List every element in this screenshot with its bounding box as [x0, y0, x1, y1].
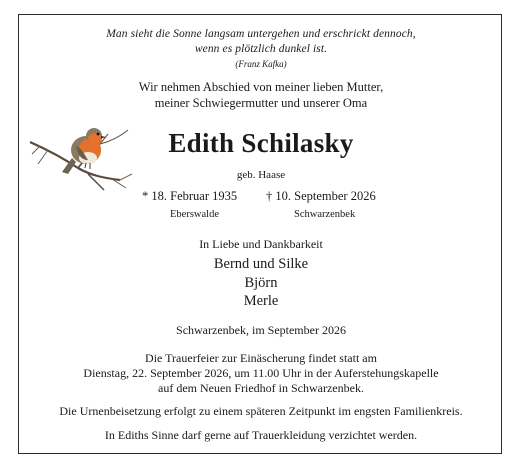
birth-date: * 18. Februar 1935: [142, 189, 238, 203]
dress-note: In Ediths Sinne darf gerne auf Trauerkleidung verzichtet werden.: [104, 428, 418, 442]
family-member: Merle: [243, 293, 279, 309]
birth-name: geb. Haase: [236, 169, 286, 181]
death-date: † 10. September 2026: [266, 189, 376, 203]
family-member: Björn: [244, 275, 278, 291]
quote-line-1: Man sieht die Sonne langsam untergehen und erschrickt dennoch,: [106, 28, 416, 40]
funeral-line-1: Die Trauerfeier zur Einäscherung findet statt am: [145, 351, 377, 365]
quote-line-2: wenn es plötzlich dunkel ist.: [194, 43, 328, 55]
intro-line-2: meiner Schwiegermutter und unserer Oma: [154, 96, 368, 110]
funeral-line-3: auf dem Neuen Friedhof in Schwarzenbek.: [158, 381, 364, 395]
intro-line-1: Wir nehmen Abschied von meiner lieben Mutter,: [138, 80, 384, 94]
death-place: Schwarzenbek: [294, 209, 356, 220]
birth-place: Eberswalde: [170, 209, 219, 220]
deceased-name: Edith Schilasky: [168, 128, 354, 158]
love-line: In Liebe und Dankbarkeit: [199, 237, 323, 251]
family-member: Bernd und Silke: [213, 256, 309, 272]
quote-author: (Franz Kafka): [235, 59, 287, 69]
place-date: Schwarzenbek, im September 2026: [176, 323, 346, 337]
funeral-line-2: Dienstag, 22. September 2026, um 11.00 Uhr in der Auferstehungskapelle: [83, 366, 439, 380]
urn-note: Die Urnenbeisetzung erfolgt zu einem späteren Zeitpunkt im engsten Familienkreis.: [59, 404, 463, 418]
